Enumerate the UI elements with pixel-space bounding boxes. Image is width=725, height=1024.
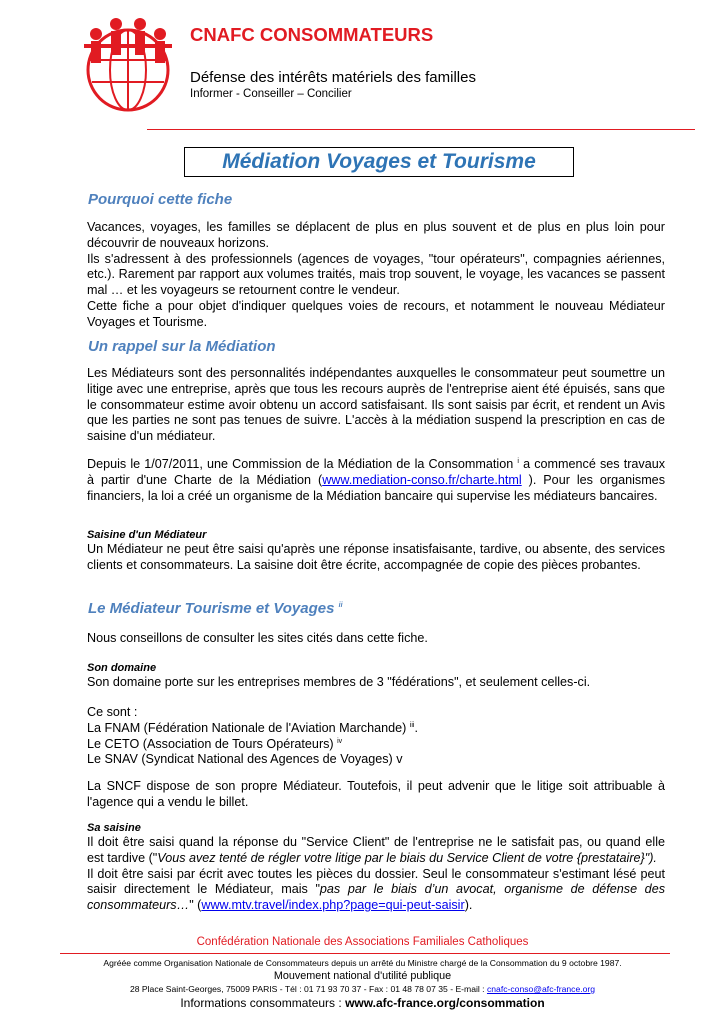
heading-text: Le Médiateur Tourisme et Voyages <box>88 600 335 617</box>
footer-agreement: Agréée comme Organisation Nationale de Consommateurs depuis un arrêté du Ministre chargé de la Consommation du 9 octobre 1987. <box>103 958 622 968</box>
info-link[interactable]: www.afc-france.org/consommation <box>345 996 545 1010</box>
paragraph: Les Médiateurs sont des personnalités indépendantes auxquelles le consommateur peut soumettre un litige avec une entreprise, après que tous les recours auprès de l'entreprise aient été épuisés, sans que le consommateur estime avoir obtenu un accord satisfaisant. Ils sont saisis par écrit, et rendent un Avis que les parties ne sont pas tenues de suivre. L'accès à la médiation suspend la prescription en cas de saisine d'un médiateur. <box>87 366 665 444</box>
section-heading-rappel: Un rappel sur la Médiation <box>88 338 276 355</box>
list-item: Le SNAV (Syndicat National des Agences de Voyages) v <box>87 752 403 767</box>
globe-with-figures-logo <box>82 14 174 114</box>
paragraph: Cette fiche a pour objet d'indiquer quelques voies de recours, et notamment le nouveau Médiateur Voyages et Tourisme. <box>87 298 665 329</box>
federations-list <box>87 705 665 768</box>
text: 28 Place Saint-Georges, 75009 PARIS - Tél : 01 71 93 70 37 - Fax : 01 48 78 07 35 - E-mail : <box>129 984 487 994</box>
list-item <box>87 721 665 737</box>
quote: Vous avez tenté de régler votre litige par le biais du Service Client de votre {prestataire}"). <box>157 850 657 865</box>
footer-address <box>0 984 725 994</box>
paragraph <box>87 867 665 914</box>
charte-link[interactable]: www.mediation-conso.fr/charte.html <box>322 472 522 487</box>
section-heading-pourquoi: Pourquoi cette fiche <box>88 191 233 208</box>
paragraph: La SNCF dispose de son propre Médiateur. Toutefois, il peut advenir que le litige soit attribuable à l'agence qui a vendu le billet. <box>87 779 665 809</box>
text: ). Pour les organismes financiers, la loi a créé un organisme de la Médiation bancaire qui supervise les médiateurs bancaires. <box>87 472 665 503</box>
header-divider <box>147 129 695 130</box>
text: La FNAM (Fédération Nationale de l'Aviation Marchande) <box>87 720 407 735</box>
text: . <box>414 720 418 735</box>
paragraph: Son domaine porte sur les entreprises membres de 3 "fédérations", et seulement celles-ci. <box>87 675 591 689</box>
page-title: Médiation Voyages et Tourisme <box>184 147 574 177</box>
footnote-ref: iii <box>409 721 415 729</box>
list-intro: Ce sont : <box>87 705 138 719</box>
footer-movement: Mouvement national d'utilité publique <box>273 970 452 982</box>
footer-confederation: Confédération Nationale des Associations Familiales Catholiques <box>196 936 529 948</box>
text: Le CETO (Association de Tours Opérateurs) <box>87 736 334 751</box>
text: Il doit être saisi par écrit avec toutes les pièces du dossier. Seul le consommateur s'estimant lésé peut saisir directement le Médiateur, mais " <box>87 866 665 897</box>
footer-divider <box>60 953 670 954</box>
footnote-ref: iv <box>337 737 343 745</box>
text: ). <box>464 898 473 913</box>
paragraph: Un Médiateur ne peut être saisi qu'après une réponse insatisfaisante, tardive, ou absente, des services clients et consommateurs. La saisine doit être écrite, accompagnée de copie des pièces probantes. <box>87 542 665 572</box>
paragraph-commission <box>87 457 665 504</box>
text: a commencé ses travaux à partir d'une Charte de la Médiation ( <box>87 457 666 487</box>
mtv-link[interactable]: www.mtv.travel/index.php?page=qui-peut-saisir <box>201 898 465 913</box>
text: Informations consommateurs : <box>180 996 346 1010</box>
subtagline: Informer - Conseiller – Concilier <box>190 88 352 100</box>
text: Depuis le 1/07/2011, une Commission de la Médiation de la Consommation <box>87 457 514 471</box>
paragraph-saisine <box>87 835 665 914</box>
paragraph: Nous conseillons de consulter les sites cités dans cette fiche. <box>87 631 428 645</box>
text: " ( <box>189 898 202 913</box>
footnote-ref: i <box>517 457 519 465</box>
list-item <box>87 737 665 753</box>
section-heading-mediateur-tourisme <box>88 600 343 617</box>
paragraph <box>87 835 665 867</box>
subheading-saisine-mediateur: Saisine d'un Médiateur <box>87 529 207 541</box>
footer-info <box>0 996 725 1010</box>
footnote-ref: ii <box>338 602 343 609</box>
quote: pas par le biais d’un avocat, organisme de défense des consommateurs… <box>87 882 665 913</box>
subheading-son-domaine: Son domaine <box>87 662 157 674</box>
org-name: CNAFC CONSOMMATEURS <box>190 24 434 45</box>
tagline: Défense des intérêts matériels des familles <box>190 69 476 86</box>
paragraph: Ils s'adressent à des professionnels (agences de voyages, "tour opérateurs", compagnies aériennes, etc.). Rarement par rapport aux volumes traités, mais trop souvent, le voyage, les vacances se passent mal … et les voyageurs se retournent contre le vendeur. <box>87 251 665 298</box>
section-1-text <box>87 220 665 331</box>
email-link[interactable]: cnafc-conso@afc-france.org <box>486 984 596 994</box>
paragraph: Vacances, voyages, les familles se déplacent de plus en plus souvent et de plus en plus loin pour découvrir de nouveaux horizons. <box>87 220 665 250</box>
text: Il doit être saisi quand la réponse du "Service Client" de l'entreprise ne le satisfait pas, ou quand elle est tardive (" <box>87 835 665 865</box>
subheading-sa-saisine: Sa saisine <box>87 822 141 834</box>
